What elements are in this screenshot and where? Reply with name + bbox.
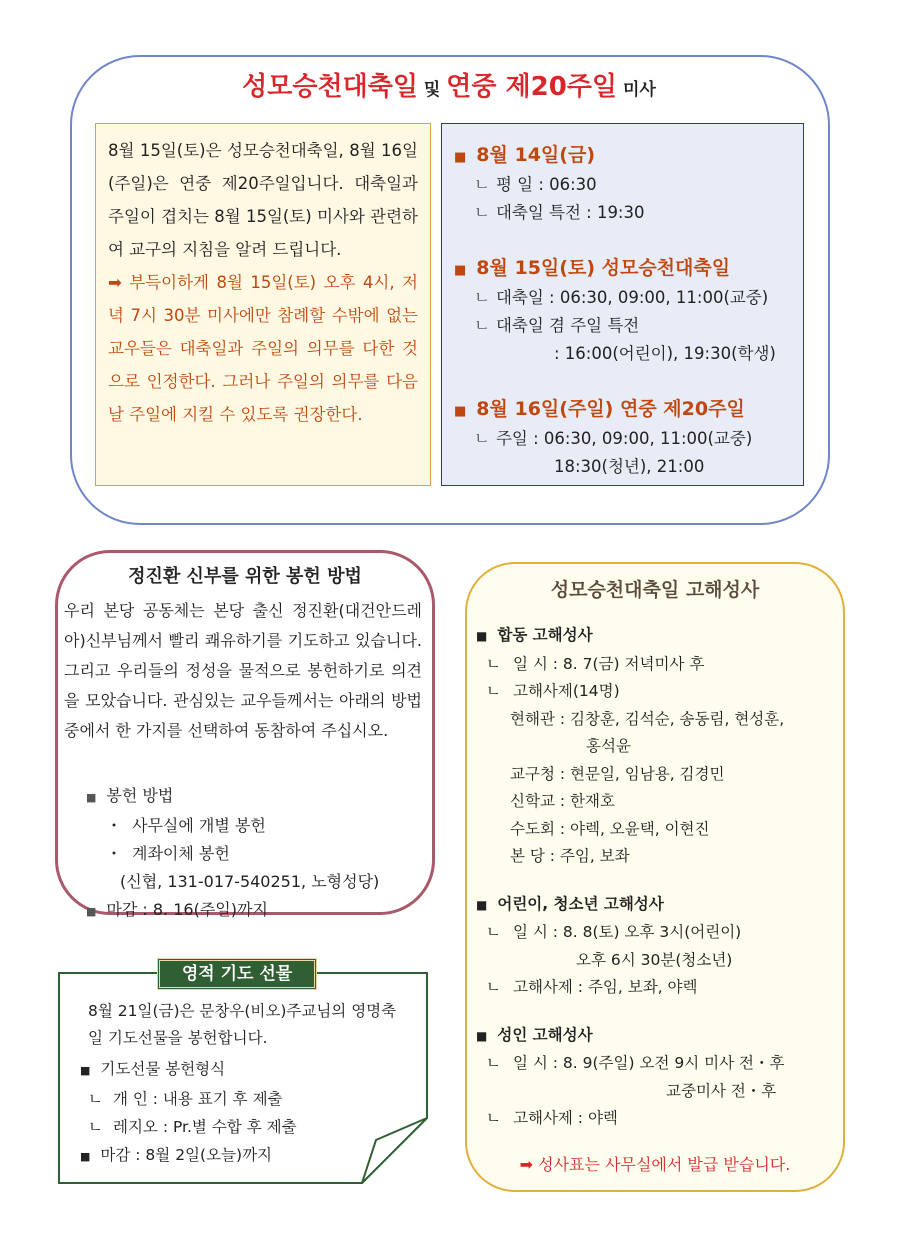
section-heading-youth: ■ 어린이, 청소년 고해성사 bbox=[476, 894, 664, 913]
list-item: 본 당 : 주임, 보좌 bbox=[510, 847, 630, 865]
list-item: ・ 사무실에 개별 봉헌 bbox=[106, 816, 266, 835]
list-item: ㄴ 레지오 : Pr.별 수합 후 제출 bbox=[88, 1118, 297, 1136]
list-item: ■ 마감 : 8. 16(주일)까지 bbox=[86, 900, 268, 919]
corner-icon: ㄴ bbox=[486, 978, 501, 996]
offering-intro: 우리 본당 공동체는 본당 출신 정진환(대건안드레아)신부님께서 빨리 쾌유하기를 기도하고 있습니다. 그리고 우리들의 정성을 물적으로 봉헌하기로 의견을 모았습니다. 관심있는 교우들께서는 아래의 방법 중에서 한 가지를 선택하여 동참하여 주십시오. bbox=[64, 601, 422, 740]
schedule-heading-aug15: ■ 8월 15일(토) 성모승천대축일 bbox=[454, 257, 731, 279]
square-bullet-icon: ■ bbox=[454, 150, 467, 165]
square-bullet-icon: ■ bbox=[476, 897, 488, 912]
list-item: ㄴ 일 시 : 8. 7(금) 저녁미사 후 bbox=[486, 654, 705, 673]
list-item: 신학교 : 한재호 bbox=[510, 792, 615, 810]
section-heading-joint: ■ 합동 고해성사 bbox=[476, 626, 593, 644]
schedule-heading-aug14: ■ 8월 14일(금) bbox=[454, 144, 596, 166]
diocese-guideline-note bbox=[95, 123, 431, 486]
list-item: ■ 기도선물 봉헌형식 bbox=[80, 1060, 226, 1078]
corner-icon: ㄴ bbox=[486, 923, 501, 941]
list-item: ㄴ 일 시 : 8. 9(주일) 오전 9시 미사 전・후 bbox=[486, 1054, 785, 1072]
list-item: ㄴ 고해사제 : 야렉 bbox=[486, 1109, 618, 1127]
square-bullet-icon: ■ bbox=[476, 629, 488, 643]
square-bullet-icon: ■ bbox=[454, 404, 467, 419]
schedule-line: : 16:00(어린이), 19:30(학생) bbox=[554, 344, 776, 363]
guideline-text: 부득이하게 8월 15일(토) 오후 4시, 저녁 7시 30분 미사에만 참례할 수밖에 없는 교우들은 대축일과 주일의 의무를 다한 것으로 인정한다. 그러나 주일의 의무를 다음날 주일에 지킬 수 있도록 권장한다. bbox=[108, 273, 418, 424]
confession-details bbox=[476, 620, 841, 1133]
page-title bbox=[0, 66, 898, 103]
list-item: (신협, 131-017-540251, 노형성당) bbox=[120, 872, 380, 891]
confession-title: 성모승천대축일 고해성사 bbox=[550, 579, 760, 601]
list-item: 홍석윤 bbox=[586, 737, 631, 755]
list-item: ■ 마감 : 8월 2일(오늘)까지 bbox=[80, 1146, 273, 1164]
prayer-gift-list bbox=[80, 1055, 390, 1171]
title-mass: 미사 bbox=[617, 80, 656, 100]
square-bullet-icon: ■ bbox=[80, 1150, 91, 1163]
list-item: 오후 6시 30분(청소년) bbox=[576, 950, 733, 969]
list-item: 교구청 : 현문일, 임남용, 김경민 bbox=[510, 764, 725, 783]
corner-icon: ㄴ bbox=[88, 1090, 103, 1108]
corner-icon: ㄴ bbox=[474, 429, 490, 448]
square-bullet-icon: ■ bbox=[80, 1064, 91, 1077]
corner-icon: ㄴ bbox=[474, 288, 490, 307]
square-bullet-icon: ■ bbox=[454, 263, 467, 278]
corner-icon: ㄴ bbox=[88, 1118, 103, 1136]
title-feast: 성모승천대축일 bbox=[242, 72, 418, 102]
schedule-line: ㄴ 대축일 특전 : 19:30 bbox=[474, 203, 645, 222]
corner-icon: ㄴ bbox=[486, 682, 501, 700]
square-bullet-icon: ■ bbox=[86, 905, 97, 918]
schedule-line: ㄴ 대축일 : 06:30, 09:00, 11:00(교중) bbox=[474, 288, 769, 307]
list-item: 현해관 : 김창훈, 김석순, 송동림, 현성훈, bbox=[510, 709, 785, 728]
confession-footnote: ➡ 성사표는 사무실에서 발급 받습니다. bbox=[519, 1155, 791, 1174]
list-item: 교중미사 전・후 bbox=[666, 1081, 777, 1100]
square-bullet-icon: ■ bbox=[86, 791, 97, 804]
schedule-line: 18:30(청년), 21:00 bbox=[554, 457, 705, 476]
list-item: ㄴ 개 인 : 내용 표기 후 제출 bbox=[88, 1090, 283, 1108]
list-item: ㄴ 고해사제(14명) bbox=[486, 682, 620, 700]
dot-icon: ・ bbox=[106, 816, 123, 835]
offering-title: 정진환 신부를 위한 봉헌 방법 bbox=[128, 566, 362, 587]
list-item: ・ 계좌이체 봉헌 bbox=[106, 844, 230, 863]
title-sunday: 연중 제20주일 bbox=[446, 72, 618, 102]
corner-icon: ㄴ bbox=[486, 654, 501, 673]
list-item: ■ 봉헌 방법 bbox=[86, 786, 174, 805]
list-item: 수도회 : 야렉, 오윤택, 이현진 bbox=[510, 819, 710, 838]
guideline-intro: 8월 15일(토)은 성모승천대축일, 8월 16일(주일)은 연중 제20주일입니다. 대축일과 주일이 겹치는 8월 15일(토) 미사와 관련하여 교구의 지침을 알려 드립니다. bbox=[108, 141, 418, 259]
corner-icon: ㄴ bbox=[486, 1054, 501, 1072]
schedule-line: ㄴ 평 일 : 06:30 bbox=[474, 175, 597, 194]
prayer-gift-label: 영적 기도 선물 bbox=[157, 958, 317, 990]
title-and: 및 bbox=[417, 80, 447, 100]
arrow-icon: ➡ bbox=[108, 273, 122, 292]
square-bullet-icon: ■ bbox=[476, 1028, 488, 1043]
corner-icon: ㄴ bbox=[474, 203, 490, 222]
mass-schedule bbox=[441, 123, 804, 486]
list-item: ㄴ 일 시 : 8. 8(토) 오후 3시(어린이) bbox=[486, 923, 742, 941]
schedule-line: ㄴ 대축일 겸 주일 특전 bbox=[474, 316, 640, 335]
corner-icon: ㄴ bbox=[474, 316, 490, 335]
schedule-heading-aug16: ■ 8월 16일(주일) 연중 제20주일 bbox=[454, 398, 745, 420]
schedule-line: ㄴ 주일 : 06:30, 09:00, 11:00(교중) bbox=[474, 429, 753, 448]
arrow-icon: ➡ bbox=[519, 1155, 534, 1174]
corner-icon: ㄴ bbox=[474, 175, 490, 194]
corner-icon: ㄴ bbox=[486, 1109, 501, 1127]
prayer-gift-text: 8월 21일(금)은 문창우(비오)주교님의 영명축일 기도선물을 봉헌합니다. bbox=[88, 1002, 397, 1047]
dot-icon: ・ bbox=[106, 844, 123, 863]
section-heading-adult: ■ 성인 고해성사 bbox=[476, 1025, 593, 1044]
list-item: ㄴ 고해사제 : 주임, 보좌, 야렉 bbox=[486, 978, 698, 996]
offering-list bbox=[86, 782, 426, 926]
